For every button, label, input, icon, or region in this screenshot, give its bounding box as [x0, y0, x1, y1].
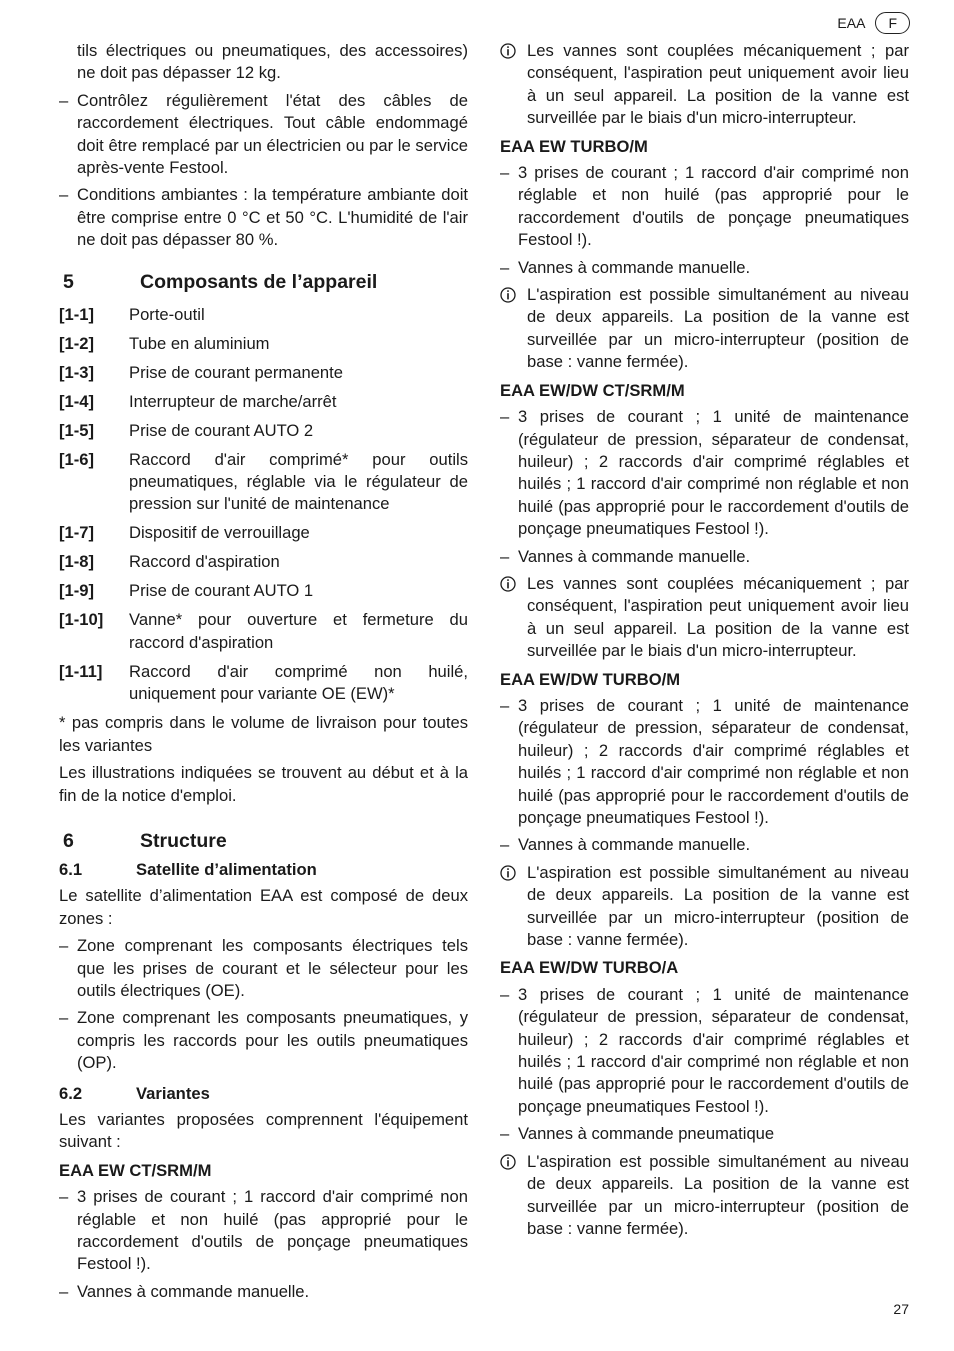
component-label: Raccord d'air comprimé non huilé, uniquement pour variante OE (EW)* [129, 661, 468, 704]
footnote: * pas compris dans le volume de livraison pour toutes les variantes [59, 713, 468, 755]
variants-list [500, 136, 909, 1241]
info-icon [500, 40, 527, 130]
note: L'aspiration est possible simultanément au niveau de deux appareils. La position de la vanne est surveillée par un micro-interrupteur (position de base : vanne fermée). [500, 862, 909, 952]
component-item [59, 304, 468, 326]
variant-title: EAA EW TURBO/M [500, 136, 648, 156]
component-key: [1-5] [59, 420, 95, 440]
component-item [59, 609, 468, 654]
component-label: Raccord d'air comprimé* pour outils pneumatiques, réglable via le régulateur de pression sur l'unité de maintenance [129, 449, 468, 514]
component-item [59, 661, 468, 706]
list-item: – Zone comprenant les composants électriques tels que les prises de courant et le sélecteur pour les outils électriques (OE). [59, 936, 468, 1000]
list-item: – Zone comprenant les composants pneumatiques, y compris les raccords pour les outils pneumatiques (OP). [59, 1008, 468, 1073]
list-item: – Vannes à commande manuelle. [500, 546, 751, 566]
info-icon [500, 284, 527, 374]
component-key: [1-3] [59, 362, 95, 382]
list-item: – 3 prises de courant ; 1 raccord d'air comprimé non réglable et non huilé (pas approprié pour le raccordement d'outils de ponçage pneumatiques Festool !). [500, 163, 909, 250]
component-label: Tube en aluminium [129, 333, 270, 353]
component-item [59, 420, 468, 442]
component-key: [1-1] [59, 304, 95, 324]
component-key: [1-6] [59, 449, 95, 469]
component-key: [1-7] [59, 523, 95, 543]
component-label: Prise de courant AUTO 1 [129, 581, 314, 601]
component-key: [1-10] [59, 610, 104, 630]
variant-title: EAA EW/DW TURBO/A [500, 958, 679, 978]
component-item [59, 580, 468, 602]
section-heading-5: 5 Composants de l’appareil [63, 270, 378, 293]
info-icon [500, 573, 527, 663]
component-item [59, 362, 468, 384]
component-key: [1-9] [59, 581, 95, 601]
component-label: Prise de courant permanente [129, 362, 344, 382]
component-key: [1-8] [59, 552, 95, 572]
list-item: – Conditions ambiantes : la température ambiante doit être comprise entre 0 °C et 50 °C. L'humidité de l'air ne doit pas dépasser 80 %. [59, 185, 468, 250]
page-header [837, 12, 910, 34]
list-item: – 3 prises de courant ; 1 unité de maintenance (régulateur de pression, séparateur de condensat, huileur) ; 2 raccords d'air comprimé réglables et huilés ; 1 raccord d'air comprimé non réglable et non huilé (pas approprié pour le raccordement d'outils de ponçage pneumatiques Festool !). [500, 695, 909, 827]
list-item: – Contrôlez régulièrement l'état des câbles de raccordement électriques. Tout câble endommagé doit être remplacé par un électricien ou par le service après-vente Festool. [59, 90, 468, 178]
list-item: tils électriques ou pneumatiques, des accessoires) ne doit pas dépasser 12 kg. [77, 41, 468, 83]
doc-label: EAA [837, 15, 866, 31]
illustrations-note: Les illustrations indiquées se trouvent au début et à la fin de la notice d'emploi. [59, 763, 468, 805]
list-item: – 3 prises de courant ; 1 raccord d'air comprimé non réglable et non huilé (pas approprié pour le raccordement d'outils de ponçage pneumatiques Festool !). [59, 1187, 468, 1274]
component-label: Raccord d'aspiration [129, 552, 280, 572]
subsection-heading-6-2: 6.2 Variantes [59, 1083, 210, 1103]
component-label: Vanne* pour ouverture et fermeture du raccord d'aspiration [129, 610, 468, 652]
note: L'aspiration est possible simultanément au niveau de deux appareils. La position de la vanne est surveillée par un micro-interrupteur (position de base : vanne fermée). [500, 1151, 909, 1241]
component-list [59, 304, 468, 706]
list-item: – 3 prises de courant ; 1 unité de maintenance (régulateur de pression, séparateur de condensat, huileur) ; 2 raccords d'air comprimé réglables et huilés ; 1 raccord d'air comprimé non réglable et non huilé (pas approprié pour le raccordement d'outils de ponçage pneumatiques Festool !). [500, 407, 909, 539]
page-number: 27 [893, 1301, 909, 1317]
right-column [500, 40, 909, 1245]
list-item: – 3 prises de courant ; 1 unité de maintenance (régulateur de pression, séparateur de condensat, huileur) ; 2 raccords d'air comprimé réglables et huilés ; 1 raccord d'air comprimé non réglable et non huilé (pas approprié pour le raccordement d'outils de ponçage pneumatiques Festool !). [500, 984, 909, 1116]
variant-title: EAA EW/DW TURBO/M [500, 669, 681, 689]
component-key: [1-11] [59, 661, 103, 681]
component-label: Interrupteur de marche/arrêt [129, 391, 337, 411]
note: Les vannes sont couplées mécaniquement ; par conséquent, l'aspiration peut uniquement avoir lieu à un seul appareil. La position de la vanne est surveillée par le biais d'un micro-interrupteur. [500, 40, 909, 130]
component-key: [1-2] [59, 333, 95, 353]
paragraph: Le satellite d’alimentation EAA est composé de deux zones : [59, 886, 468, 928]
component-item [59, 551, 468, 573]
component-item [59, 391, 468, 413]
list-item: – Vannes à commande manuelle. [500, 257, 751, 277]
component-label: Prise de courant AUTO 2 [129, 420, 314, 440]
component-label: Dispositif de verrouillage [129, 523, 310, 543]
variant-title: EAA EW CT/SRM/M [59, 1160, 212, 1180]
paragraph: Les variantes proposées comprennent l'équipement suivant : [59, 1109, 468, 1152]
list-item: – Vannes à commande manuelle. [500, 835, 751, 855]
info-icon [500, 862, 527, 952]
variant-title: EAA EW/DW CT/SRM/M [500, 380, 685, 400]
note: L'aspiration est possible simultanément au niveau de deux appareils. La position de la vanne est surveillée par un micro-interrupteur (position de base : vanne fermée). [500, 284, 909, 374]
subsection-heading-6-1: 6.1 Satellite d’alimentation [59, 859, 317, 879]
language-badge: F [875, 12, 910, 34]
component-item [59, 449, 468, 516]
left-column [59, 40, 468, 1308]
component-key: [1-4] [59, 391, 95, 411]
info-icon [500, 1151, 527, 1241]
component-label: Porte-outil [129, 304, 205, 324]
list-item: – Vannes à commande pneumatique [500, 1124, 775, 1144]
list-item: – Vannes à commande manuelle. [59, 1281, 310, 1301]
component-item [59, 522, 468, 544]
section-heading-6: 6 Structure [63, 829, 227, 852]
component-item [59, 333, 468, 355]
note: Les vannes sont couplées mécaniquement ; par conséquent, l'aspiration peut uniquement avoir lieu à un seul appareil. La position de la vanne est surveillée par le biais d'un micro-interrupteur. [500, 573, 909, 663]
